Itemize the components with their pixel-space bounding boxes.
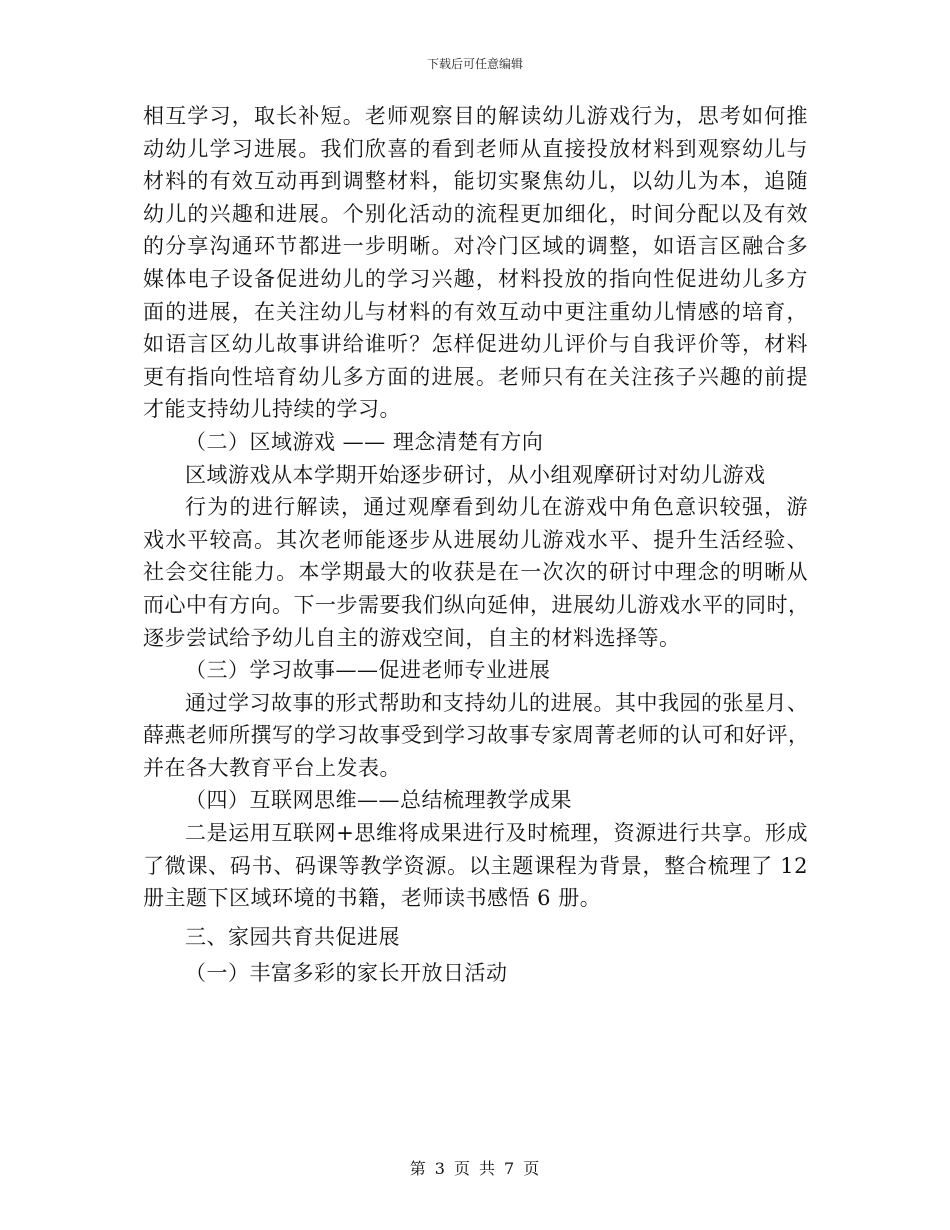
document-body (143, 100, 808, 990)
text-line: 通过学习故事的形式帮助和支持幼儿的进展。其中我园的张星月、 (185, 690, 809, 715)
text-line: 而心中有方向。下一步需要我们纵向延伸，进展幼儿游戏水平的同时， (143, 592, 810, 617)
total-pages-number: 7 (504, 1159, 516, 1178)
paragraph-learning-stories (143, 687, 808, 785)
text-line: 的分享沟通环节都进一步明晰。对冷门区域的调整，如语言区融合多 (143, 234, 808, 259)
section-heading-area-games: （二）区域游戏 —— 理念清楚有方向 (185, 429, 544, 454)
text-line: 幼儿的兴趣和进展。个别化活动的流程更加细化，时间分配以及有效 (143, 201, 808, 226)
page-footer (0, 1156, 950, 1179)
footer-label: 页 (453, 1159, 471, 1178)
text-line: 并在各大教育平台上发表。 (143, 755, 401, 780)
text-line: 行为的进行解读，通过观摩看到幼儿在游戏中角色意识较强，游 (185, 495, 808, 520)
text-line: 面的进展，在关注幼儿与材料的有效互动中更注重幼儿情感的培育， (143, 299, 808, 324)
footer-label: 页 (523, 1159, 541, 1178)
text-line: 薛燕老师所撰写的学习故事受到学习故事专家周菁老师的认可和好评， (143, 723, 810, 748)
text-line: 了微课、码书、码课等教学资源。以主题课程为背景，整合梳理了 12 (143, 853, 808, 878)
footer-label: 共 (479, 1159, 497, 1178)
text-line: 动幼儿学习进展。我们欣喜的看到老师从直接投放材料到观察幼儿与 (143, 136, 808, 161)
paragraph-area-games (143, 459, 808, 655)
page-header: 下载后可任意编辑 (426, 57, 523, 71)
text-line: 如语言区幼儿故事讲给谁听？怎样促进幼儿评价与自我评价等，材料 (143, 332, 808, 357)
text-line: 媒体电子设备促进幼儿的学习兴趣，材料投放的指向性促进幼儿多方 (143, 266, 808, 291)
text-line: 二是运用互联网+思维将成果进行及时梳理，资源进行共享。形成 (185, 821, 808, 846)
footer-label: 第 (409, 1159, 427, 1178)
text-line: 材料的有效互动再到调整材料，能切实聚焦幼儿，以幼儿为本，追随 (143, 169, 808, 194)
text-line: 册主题下区域环境的书籍，老师读书感悟 6 册。 (143, 886, 602, 911)
section-heading-internet-thinking: （四）互联网思维——总结梳理教学成果 (185, 788, 572, 813)
text-line: 逐步尝试给予幼儿自主的游戏空间，自主的材料选择等。 (143, 625, 681, 650)
text-line: 戏水平较高。其次老师能逐步从进展幼儿游戏水平、提升生活经验、 (143, 527, 808, 552)
paragraph-internet-thinking (143, 817, 808, 915)
current-page-number: 3 (434, 1159, 446, 1178)
text-line: 区域游戏从本学期开始逐步研讨，从小组观摩研讨对幼儿游戏 (185, 462, 766, 487)
text-line: 社会交往能力。本学期最大的收获是在一次次的研讨中理念的明晰从 (143, 560, 808, 585)
text-line: 才能支持幼儿持续的学习。 (143, 397, 401, 422)
section-heading-learning-stories: （三）学习故事——促进老师专业进展 (185, 658, 551, 683)
section-heading-parent-open-day: （一）丰富多彩的家长开放日活动 (185, 961, 508, 986)
section-heading-home-school: 三、家园共育共促进展 (185, 924, 400, 949)
paragraph-area-activities (143, 100, 808, 426)
text-line: 相互学习，取长补短。老师观察目的解读幼儿游戏行为，思考如何推 (143, 104, 808, 128)
text-line: 更有指向性培育幼儿多方面的进展。老师只有在关注孩子兴趣的前提 (143, 364, 808, 389)
